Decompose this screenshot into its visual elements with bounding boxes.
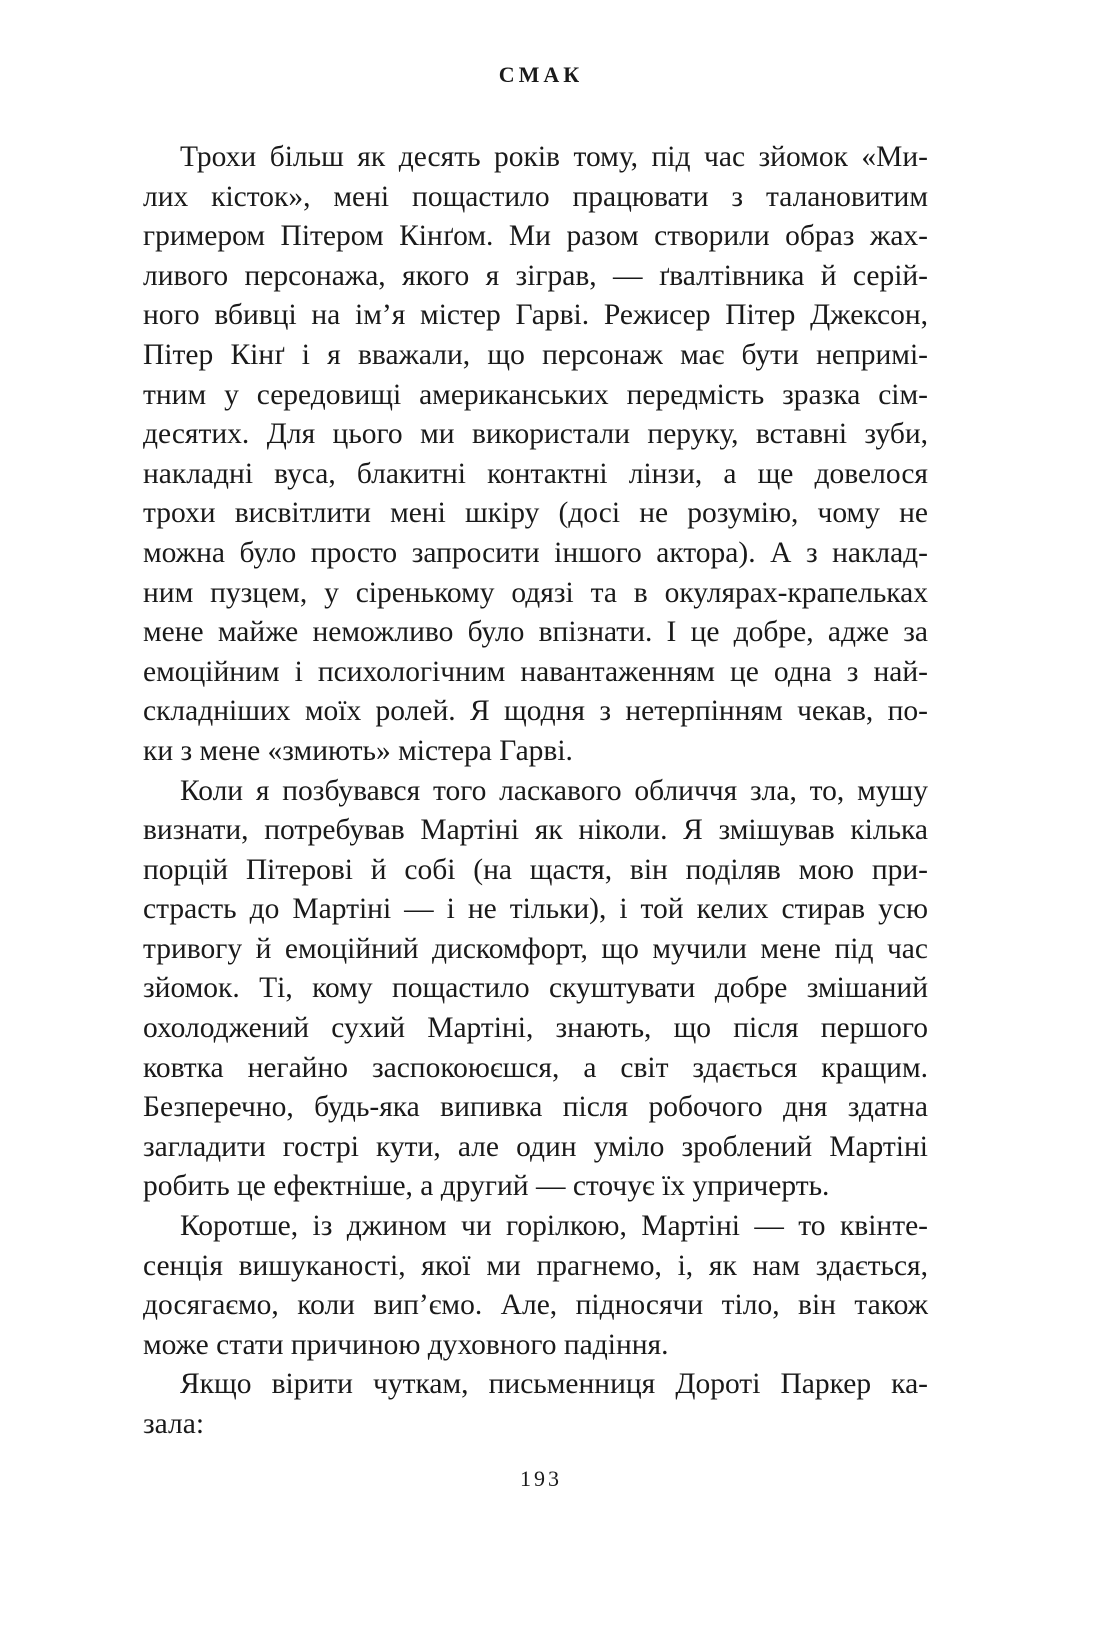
text-line: загладити гострі кути, але один уміло зроблений Мартіні [143, 1130, 928, 1163]
body-text [143, 138, 928, 1445]
text-line: Коротше, із джином чи горілкою, Мартіні — то квінте- [180, 1210, 928, 1243]
paragraph-2 [143, 772, 928, 1208]
text-line: складніших моїх ролей. Я щодня з нетерпінням чекав, по- [143, 695, 928, 728]
text-line: Пітер Кінґ і я вважали, що персонаж має бути непримі- [143, 338, 928, 371]
text-line: тривогу й емоційний дискомфорт, що мучили мене під час [143, 932, 928, 965]
text-line: емоційним і психологічним навантаженням це одна з най- [143, 655, 928, 688]
text-line: лих кісток», мені пощастило працювати з талановитим [143, 180, 928, 213]
text-line: зйомок. Ті, кому пощастило скуштувати добре змішаний [143, 972, 928, 1005]
text-line: Безперечно, будь-яка випивка після робочого дня здатна [143, 1091, 928, 1124]
text-line: робить це ефектніше, а другий — сточує їх упричерть. [143, 1170, 830, 1203]
text-line: Якщо вірити чуткам, письменниця Дороті Паркер ка- [180, 1368, 928, 1401]
text-line: накладні вуса, блакитні контактні лінзи, а ще довелося [143, 457, 928, 490]
paragraph-1 [143, 138, 928, 772]
text-line: можна було просто запросити іншого актора). А з наклад- [143, 536, 928, 569]
text-line: охолоджений сухий Мартіні, знають, що після першого [143, 1012, 928, 1045]
text-line: зала: [143, 1408, 205, 1440]
text-line: сенція вишуканості, якої ми прагнемо, і, як нам здається, [143, 1249, 928, 1282]
text-line: ного вбивці на ім’я містер Гарві. Режисер Пітер Джексон, [143, 299, 928, 332]
text-line: визнати, потребував Мартіні як ніколи. Я змішував кілька [143, 814, 928, 847]
text-line: ливого персонажа, якого я зіграв, — ґвалтівника й серій- [143, 259, 928, 292]
text-line: порцій Пітерові й собі (на щастя, він поділяв мою при- [143, 853, 928, 886]
text-line: ним пузцем, у сіренькому одязі та в окулярах-крапельках [143, 576, 928, 609]
page-number: 193 [520, 1466, 562, 1491]
paragraph-4 [143, 1365, 928, 1444]
running-head: СМАК [498, 62, 584, 87]
text-line: десятих. Для цього ми використали перуку, вставні зуби, [143, 418, 928, 451]
text-line: може стати причиною духовного падіння. [143, 1328, 669, 1361]
text-line: мене майже неможливо було впізнати. І це добре, адже за [143, 616, 928, 649]
text-line: трохи висвітлити мені шкіру (досі не розумію, чому не [143, 497, 928, 530]
text-line: гримером Пітером Кінґом. Ми разом створили образ жах- [143, 220, 928, 253]
text-line: досягаємо, коли вип’ємо. Але, підносячи тіло, він також [143, 1289, 928, 1322]
paragraph-3 [143, 1207, 928, 1365]
text-line: Коли я позбувався того ласкавого обличчя зла, то, мушу [180, 774, 928, 807]
text-line: страсть до Мартіні — і не тільки), і той келих стирав усю [143, 893, 928, 926]
text-line: Трохи більш як десять років тому, під час зйомок «Ми- [180, 141, 928, 173]
text-line: ки з мене «змиють» містера Гарві. [143, 734, 573, 767]
text-line: тним у середовищі американських передмість зразка сім- [143, 378, 928, 411]
text-line: ковтка негайно заспокоюєшся, а світ здається кращим. [143, 1051, 928, 1084]
